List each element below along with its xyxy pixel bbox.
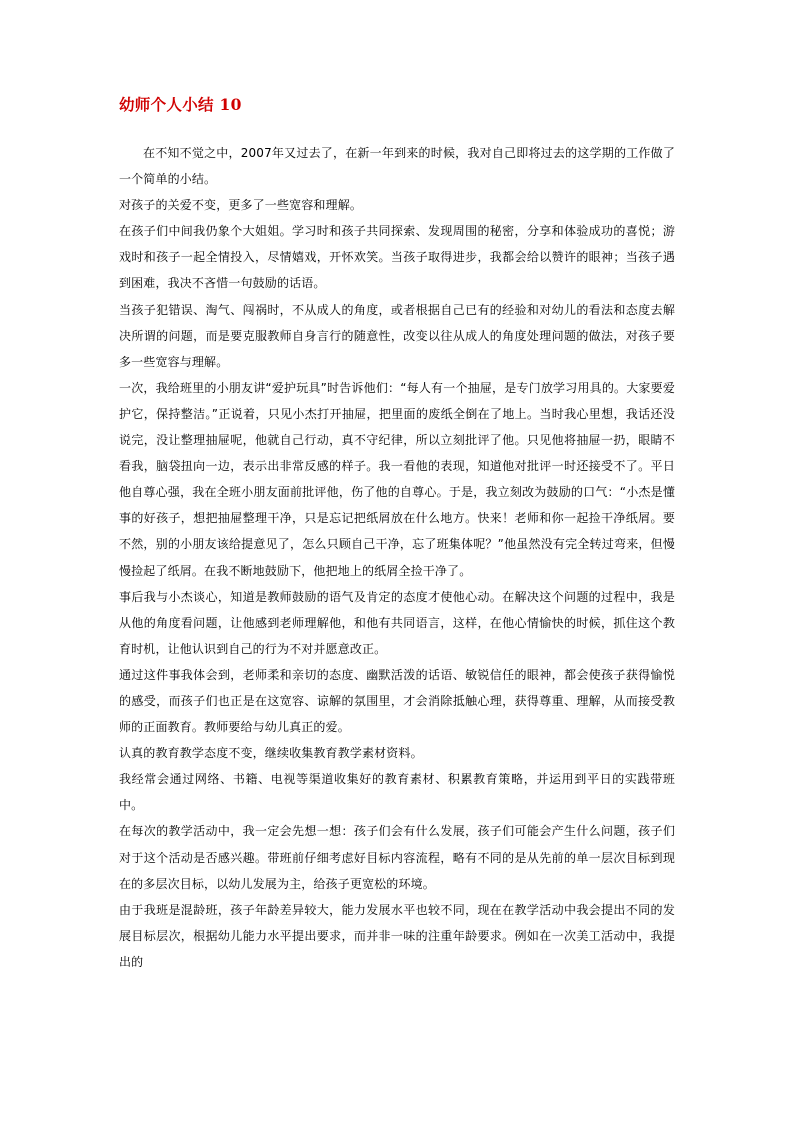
paragraph-insight: 通过这件事我体会到，老师柔和亲切的态度、幽默活泼的话语、敏锐信任的眼神，都会使孩子获得愉悦的感受，而孩子们也正是在这宽容、谅解的氛围里，才会消除抵触心理，获得尊重、理解，从而接受教师的正面教育。教师要给与幼儿真正的爱。: [119, 667, 675, 735]
paragraph-big-sister: 在孩子们中间我仍象个大姐姐。学习时和孩子共同探索、发现周围的秘密，分享和体验成功的喜悦；游戏时和孩子一起全情投入，尽情嬉戏，开怀欢笑。当孩子取得进步，我都会给以赞许的眼神；当孩子遇到困难，我决不吝惜一句鼓励的话语。: [119, 224, 675, 291]
paragraph-mixed-age: 由于我班是混龄班，孩子年龄差异较大，能力发展水平也较不同，现在在教学活动中我会提出不同的发展目标层次，根据幼儿能力水平提出要求，而并非一味的注重年龄要求。例如在一次美工活动中，我提出的: [119, 902, 675, 969]
document-title: 幼师个人小结 10: [119, 95, 242, 114]
document-body: [119, 140, 675, 975]
paragraph-story: 一次，我给班里的小朋友讲“爱护玩具”时告诉他们：“每人有一个抽屉，是专门放学习用具的。大家要爱护它，保持整洁。”正说着，只见小杰打开抽屉，把里面的废纸全倒在了地上。当时我心里想，我话还没说完，没让整理抽屉呢，他就自己行动，真不守纪律，所以立刻批评了他。只见他将抽屉一扔，眼睛不看我，脑袋扭向一边，表示出非常反感的样子。我一看他的表现，知道他对批评一时还接受不了。平日他自尊心强，我在全班小朋友面前批评他，伤了他的自尊心。于是，我立刻改为鼓励的口气：“小杰是懂事的好孩子，想把抽屉整理干净，只是忘记把纸屑放在什么地方。快来！老师和你一起捡干净纸屑。要不然，别的小朋友该给提意见了，怎么只顾自己干净，忘了班集体呢？”他虽然没有完全转过弯来，但慢慢捡起了纸屑。在我不断地鼓励下，他把地上的纸屑全捡干净了。: [119, 380, 675, 578]
paragraph-teaching-heading: 认真的教育教学态度不变，继续收集教育教学素材资料。: [119, 746, 423, 761]
paragraph-planning: 在每次的教学活动中，我一定会先想一想：孩子们会有什么发展，孩子们可能会产生什么问题，孩子们对于这个活动是否感兴趣。带班前仔细考虑好目标内容流程，略有不同的是从先前的单一层次目标到现在的多层次目标，以幼儿发展为主，给孩子更宽松的环境。: [119, 824, 675, 891]
paragraph-intro: 在不知不觉之中，2007年又过去了，在新一年到来的时候，我对自己即将过去的这学期的工作做了一个简单的小结。: [119, 146, 675, 187]
paragraph-resources: 我经常会通过网络、书籍、电视等渠道收集好的教育素材、积累教育策略，并运用到平日的实践带班中。: [119, 772, 675, 813]
paragraph-tolerance: 当孩子犯错误、淘气、闯祸时，不从成人的角度，或者根据自己已有的经验和对幼儿的看法和态度去解决所谓的问题，而是要克服教师自身言行的随意性，改变以往从成人的角度处理问题的做法，对孩子要多一些宽容与理解。: [119, 302, 675, 369]
paragraph-care-heading: 对孩子的关爱不变，更多了一些宽容和理解。: [119, 198, 363, 213]
paragraph-reflection: 事后我与小杰谈心，知道是教师鼓励的语气及肯定的态度才使他心动。在解决这个问题的过程中，我是从他的角度看问题，让他感到老师理解他，和他有共同语言，这样，在他心情愉快的时候，抓住这个教育时机，让他认识到自己的行为不对并愿意改正。: [119, 589, 675, 656]
